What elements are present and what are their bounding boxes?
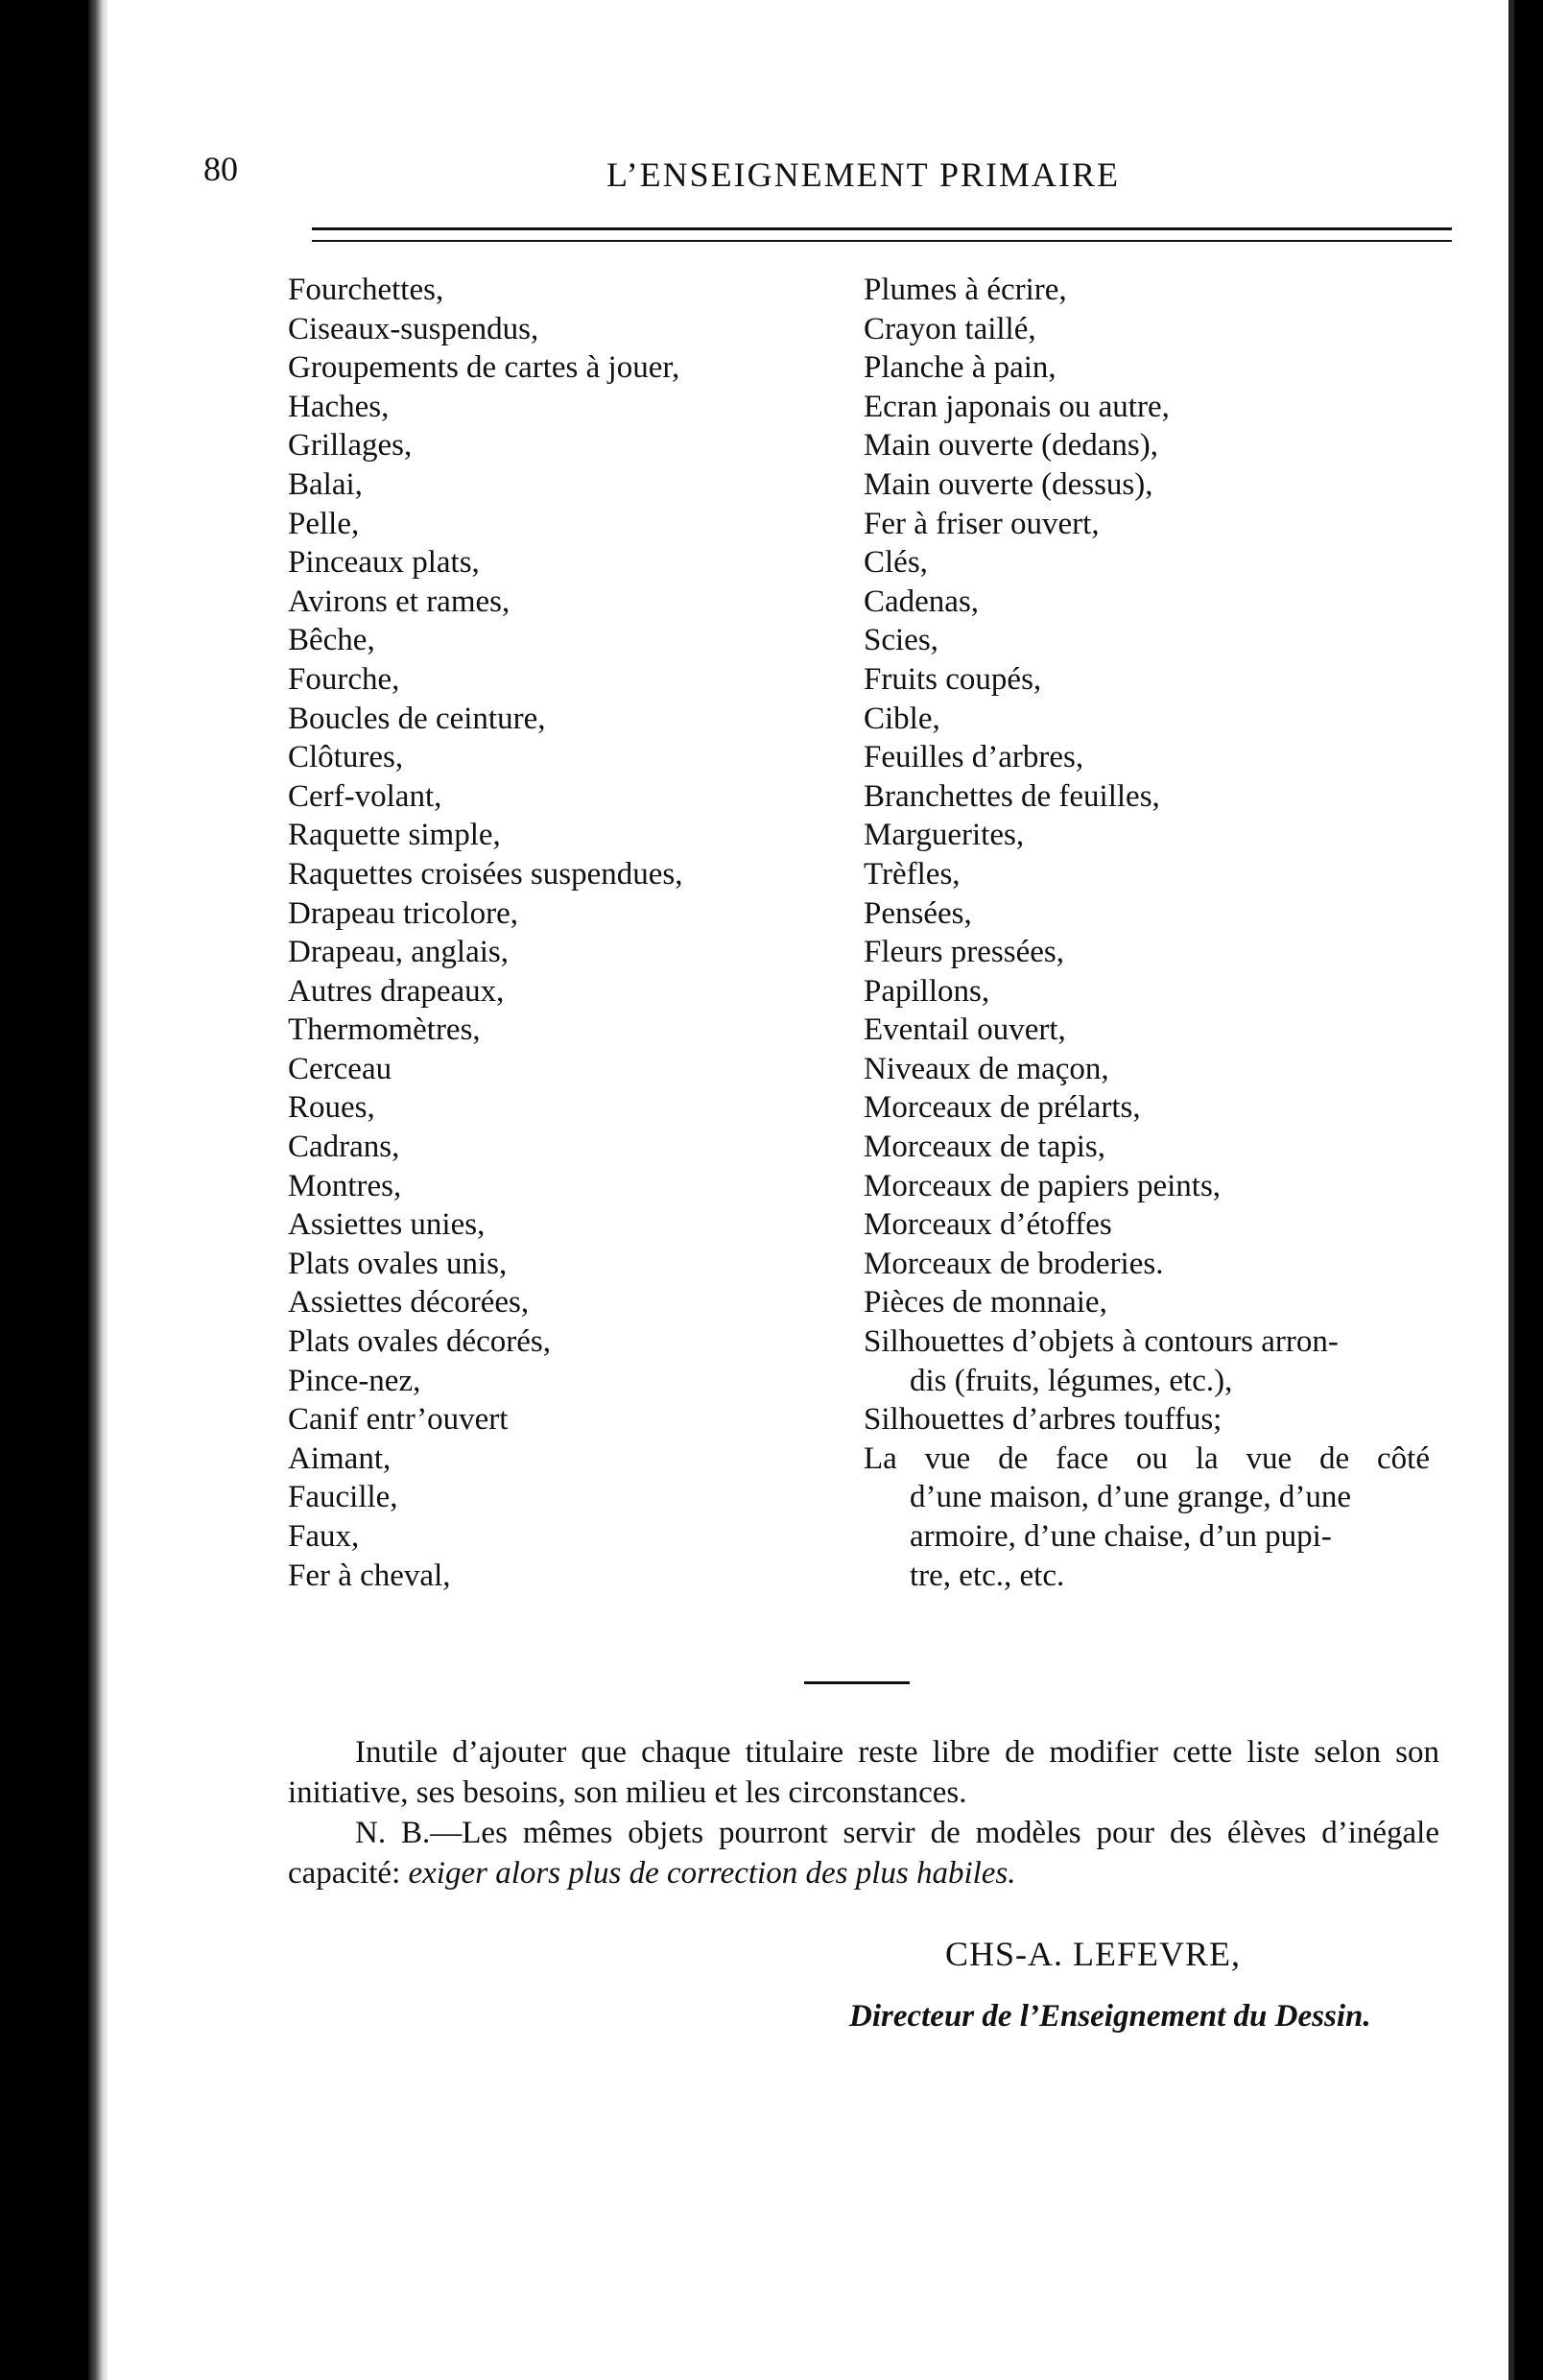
list-item: Avirons et rames, (288, 583, 510, 619)
list-item: Boucles de ceinture, (288, 701, 546, 736)
list-item: Pinceaux plats, (288, 545, 480, 581)
list-item: Grillages, (288, 428, 413, 464)
list-item: Planche à pain, (864, 350, 1056, 386)
list-item: Thermomètres, (288, 1012, 481, 1048)
list-item: Feuilles d’arbres, (864, 740, 1084, 775)
list-item: Clés, (864, 545, 928, 581)
list-item: Pelle, (288, 506, 360, 541)
list-item: Canif entr’ouvert (288, 1402, 509, 1438)
list-item: Morceaux d’étoffes (864, 1207, 1112, 1243)
list-item: Ciseaux-suspendus, (288, 311, 539, 346)
list-item: Bêche, (288, 623, 375, 658)
list-item: Drapeau tricolore, (288, 895, 519, 931)
list-item: Fer à cheval, (288, 1558, 451, 1593)
signature-name: CHS-A. LEFEVRE, (945, 1935, 1242, 1973)
list-item: Cible, (864, 701, 940, 736)
paragraph-note: Inutile d’ajouter que chaque titulaire reste libre de modifier cette liste selon son initiative, ses besoins, son milieu et les circonstances. (288, 1735, 1439, 1810)
list-item: Papillons, (864, 973, 990, 1009)
list-item: Plats ovales décorés, (288, 1324, 552, 1360)
list-item: Branchettes de feuilles, (864, 778, 1160, 814)
list-item: Crayon taillé, (864, 311, 1036, 346)
list-item: Balai, (288, 466, 363, 502)
list-item: Morceaux de papiers peints, (864, 1168, 1222, 1203)
list-item: Fourchettes, (288, 273, 444, 307)
list-item: Drapeau, anglais, (288, 935, 509, 970)
list-item: Pensées, (864, 895, 972, 931)
list-item: Scies, (864, 623, 938, 658)
nb-emphasis: exiger alors plus de correction des plus habiles. (408, 1856, 1016, 1891)
list-item: Roues, (288, 1090, 375, 1126)
list-item: Assiettes décorées, (288, 1285, 530, 1321)
list-item: Cadenas, (864, 583, 980, 619)
list-item: Cadrans, (288, 1130, 400, 1165)
header-rule (312, 227, 1452, 242)
list-item: Pince-nez, (288, 1363, 421, 1398)
nb-text: N. B.—Les mêmes objets pourront servir de modèles pour des élèves d’inégale capacité: (288, 1816, 1439, 1891)
list-item: Plumes à écrire, (864, 273, 1067, 307)
object-list-right (864, 271, 1439, 1595)
list-item: Fourche, (288, 661, 400, 697)
list-item: Faux, (288, 1519, 360, 1554)
list-item: Marguerites, (864, 818, 1025, 853)
section-divider (804, 1681, 910, 1684)
list-item: Eventail ouvert, (864, 1012, 1066, 1048)
list-item: Ecran japonais ou autre, (864, 389, 1170, 424)
list-item: Fer à friser ouvert, (864, 506, 1100, 541)
list-item: tre, etc., etc. (910, 1558, 1065, 1593)
object-list-right-items (864, 271, 1439, 1322)
list-item: La vue de face ou la vue de côté (864, 1440, 1430, 1476)
list-item: d’une maison, d’une grange, d’une (910, 1480, 1352, 1515)
list-item: Morceaux de broderies. (864, 1246, 1164, 1281)
list-item: Cerf-volant, (288, 778, 442, 814)
list-item: Groupements de cartes à jouer, (288, 350, 680, 386)
list-item: Morceaux de tapis, (864, 1130, 1105, 1165)
list-item: Clôtures, (288, 740, 404, 775)
list-item: Autres drapeaux, (288, 973, 505, 1009)
list-item: Plats ovales unis, (288, 1246, 508, 1281)
list-item: Fruits coupés, (864, 661, 1042, 697)
list-item: Assiettes unies, (288, 1207, 486, 1243)
list-item: Fleurs pressées, (864, 935, 1064, 970)
list-item: Aimant, (288, 1440, 392, 1476)
object-list-left (288, 271, 864, 1595)
signature-title: Directeur de l’Enseignement du Dessin. (849, 1999, 1371, 2034)
list-item: Raquette simple, (288, 818, 501, 853)
list-item: dis (fruits, légumes, etc.), (910, 1363, 1233, 1398)
list-item: armoire, d’une chaise, d’un pupi- (910, 1519, 1332, 1554)
page-number: 80 (203, 150, 238, 188)
list-item: Niveaux de maçon, (864, 1051, 1109, 1086)
list-item: Morceaux de prélarts, (864, 1090, 1141, 1126)
list-item: Silhouettes d’arbres touffus; (864, 1402, 1223, 1438)
paragraph-nb (288, 1813, 1439, 1893)
list-item: Raquettes croisées suspendues, (288, 856, 683, 892)
list-item: Silhouettes d’objets à contours arron- (864, 1324, 1339, 1360)
page-header (203, 149, 1163, 197)
list-item: Montres, (288, 1168, 402, 1203)
list-item: Faucille, (288, 1480, 398, 1515)
scan-right-margin (1514, 0, 1543, 2380)
list-item: Cerceau (288, 1051, 392, 1086)
list-item: Pièces de monnaie, (864, 1285, 1107, 1321)
running-title: L’ENSEIGNEMENT PRIMAIRE (606, 155, 1121, 194)
list-item: Trèfles, (864, 856, 961, 892)
closing-text (288, 1732, 1439, 1893)
list-item: Haches, (288, 389, 390, 424)
list-item: Main ouverte (dedans), (864, 428, 1158, 464)
list-item: Main ouverte (dessus), (864, 466, 1153, 502)
